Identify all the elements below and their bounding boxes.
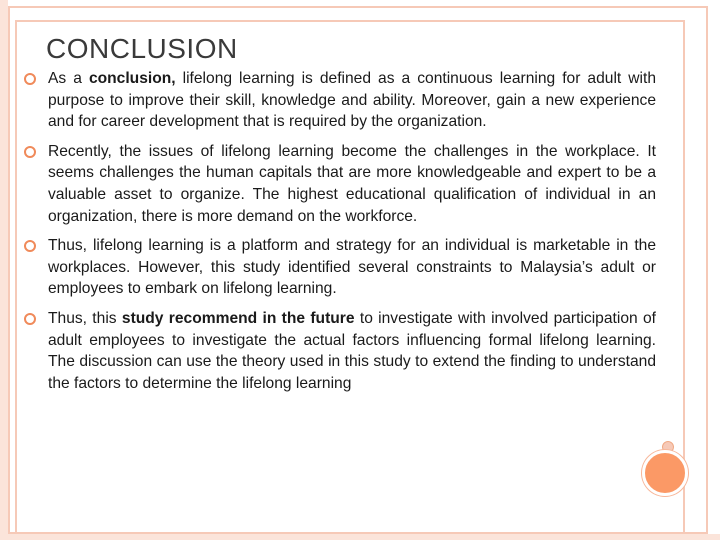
bullet-ring-icon [24,73,36,85]
bullet-item [24,68,656,133]
bullet-item [24,235,656,300]
left-decor-bar [0,0,8,540]
bullet-rest-text: lifelong learning is defined as a continuous learning for adult with purpose to improve their skill, knowledge and ability. Moreover, gain a new experience and for career development that is required by the organization. [48,70,656,131]
bullet-item [24,141,656,227]
bullet-rest-text: Thus, lifelong learning is a platform and strategy for an individual is marketable in the workplaces. However, this study identified several constraints to Malaysia’s adult or employees to embark on lifelong learning. [48,237,656,298]
bullet-list [24,68,656,402]
bullet-ring-icon [24,240,36,252]
slide-title: CONCLUSION [46,33,238,64]
bullet-rest-text: Recently, the issues of lifelong learning become the challenges in the workplace. It seems challenges the human capitals that are more knowledgeable and expert to be a valuable asset to organize. The highest educational qualification of individual in an organization, there is more demand on the workforce. [48,142,656,225]
bottom-decor-bar [0,534,720,540]
bullet-lead-text: As a [48,70,89,87]
bullet-bold-text: conclusion, [88,70,176,87]
bullet-ring-icon [24,313,36,325]
large-circle-decor [642,450,688,496]
bullet-item [24,308,656,394]
bullet-ring-icon [24,146,36,158]
bullet-bold-text: study recommend in the future [121,309,355,327]
bullet-lead-text: Thus, this [48,309,122,327]
bullet-rest-text: to investigate with involved participation of adult employees to investigate the actual factors influencing formal lifelong learning. The discussion can use the theory used in this study to extend the finding to understand the factors to determine the lifelong learning [48,309,656,392]
